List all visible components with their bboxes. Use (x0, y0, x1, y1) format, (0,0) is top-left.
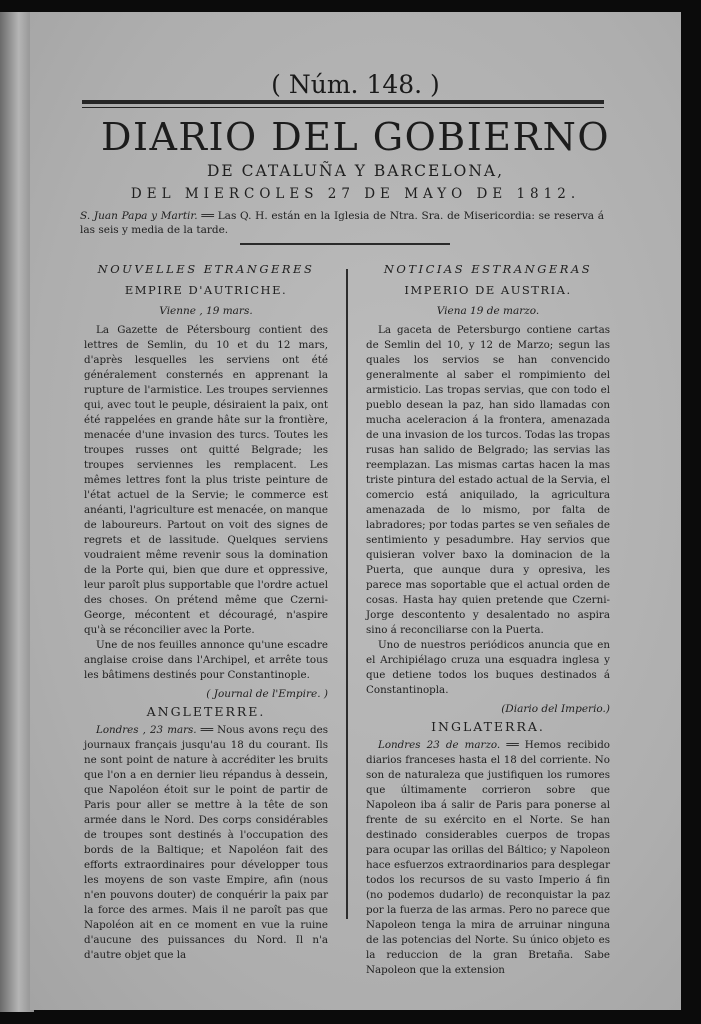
column-heading: NOTICIAS ESTRANGERAS (383, 262, 593, 276)
column-spanish (366, 262, 610, 978)
masthead-title: DIARIO DEL GOBIERNO (101, 115, 610, 159)
article-source: (Diario del Imperio.) (501, 703, 610, 715)
header-rule-thick (82, 100, 604, 104)
newspaper-page (30, 12, 681, 1010)
section-divider (240, 243, 450, 245)
section-title: INGLATERRA. (431, 719, 545, 734)
header-rule-thin (82, 107, 604, 108)
article-paragraph (366, 738, 610, 978)
dateline: Londres 23 de marzo. (378, 739, 501, 751)
dateline: Londres , 23 mars. (96, 724, 197, 736)
dateline: Vienne , 19 mars. (159, 305, 253, 317)
column-french (84, 262, 328, 963)
column-heading: NOUVELLES ETRANGERES (97, 262, 315, 276)
section-title: EMPIRE D'AUTRICHE. (124, 283, 288, 297)
section-title: IMPERIO DE AUSTRIA. (404, 283, 572, 297)
saints-notice (80, 209, 604, 237)
article-text: ══ Nous avons reçu des journaux français jusqu'au 18 du courant. Ils ne sont point de nature à accréditer les bruits que l'on a en dernier lieu répandus à dessein, que Napoléon étoit sur le point de partir de Paris pour aller se mettre à la tête de son armée dans le Nord. Des corps considérables de troupes sont destinés à l'occupation des bords de la Baltique; et Napoléon fait des efforts extraordinaires pour développer tous les moyens de son vaste Empire, afin (nous n'en pouvons douter) de conquérir la paix par la force des armes. Mais il ne paroît pas que Napoléon ait en ce moment en vue la ruine d'aucune des puissances du Nord. Il n'a d'autre objet que la (84, 724, 328, 961)
book-spine (0, 12, 34, 1012)
dateline: Viena 19 de marzo. (436, 305, 540, 317)
article-paragraph (84, 723, 328, 963)
column-divider (346, 269, 348, 919)
masthead-subtitle: DE CATALUÑA Y BARCELONA, (206, 162, 505, 180)
issue-number: ( Núm. 148. ) (271, 70, 440, 99)
article-paragraph: La gaceta de Petersburgo contiene cartas de Semlin del 10, y 12 de Marzo; segun las quales los servios se han convencido generalmente al saber el rompimiento del armisticio. Las tropas servias, que con todo el pueblo desean la paz, han sido llamadas con mucha aceleracion á la frontera, amenazada de una invasion de los turcos. Todas las tropas rusas han salido de Belgrado; las servias las reemplazan. Las mismas cartas hacen la mas triste pintura del estado actual de la Servia, el comercio está aniquilado, la agricultura amenazada de lo mismo, por falta de labradores; por todas partes se ven señales de sentimiento y pesadumbre. Hay servios que quisieran volver baxo la dominacion de la Puerta, que aunque dura y opresiva, les parece mas soportable que el actual orden de cosas. Hasta hay quien pretende que Czerni-Jorge descontento y desalentado no aspira sino á reconciliarse con la Puerta. (366, 324, 610, 636)
article-paragraph: La Gazette de Pétersbourg contient des lettres de Semlin, du 10 et du 12 mars, d'après lesquelles les serviens ont été généralement consternés en apprenant la rupture de l'armistice. Les troupes serviennes qui, avec tout le peuple, désiraient la paix, ont été rappelées en grande hâte sur la frontière, menacée d'une invasion des turcs. Toutes les troupes russes ont quitté Belgrade; les troupes serviennes les remplacent. Les mêmes lettres font la plus triste peinture de l'état actuel de la Servie; le commerce est anéanti, l'agriculture est menacée, on manque de laboureurs. Partout on voit des signes de regrets et de lassitude. Quelques serviens voudraient même revenir sous la domination de la Porte qui, bien que dure et oppressive, leur paroît plus supportable que l'ordre actuel des choses. On prétend même que Czerni-George, mécontent et découragé, n'aspire qu'à se réconcilier avec la Porte. (84, 324, 328, 636)
section-title: ANGLETERRE. (146, 704, 266, 719)
article-paragraph: Une de nos feuilles annonce qu'une escadre anglaise croise dans l'Archipel, et arrête tous les bâtimens destinés pour Constantinople. (84, 639, 328, 681)
article-text: ══ Hemos recibido diarios franceses hasta el 18 del corriente. No son de naturaleza que justifiquen los rumores que últimamente corrieron sobre que Napoleon iba á salir de Paris para ponerse al frente de su exército en el Norte. Se han destinado considerables cuerpos de tropas para ocupar las orillas del Báltico; y Napoleon hace esfuerzos extraordinarios para desplegar todos los recursos de su vasto Imperio á fin (no podemos dudarlo) de reconquistar la paz por la fuerza de las armas. Pero no parece que Napoleon tenga la mira de arruinar ninguna de las potencias del Norte. Su único objeto es la reduccion de la gran Bretaña. Sabe Napoleon que la extension (366, 739, 610, 976)
saints-names: S. Juan Papa y Martir. (80, 210, 198, 222)
article-paragraph: Uno de nuestros periódicos anuncia que en el Archipiélago cruza una esquadra inglesa y que detiene todos los buques destinados á Constantinopla. (366, 639, 610, 696)
article-source: ( Journal de l'Empire. ) (206, 688, 328, 700)
date-line: DEL MIERCOLES 27 DE MAYO DE 1812. (130, 186, 581, 202)
saints-text: ══ Las Q. H. están en la Iglesia de Ntra. Sra. de Misericordia: se reserva á las seis y media de la tarde. (80, 210, 604, 236)
